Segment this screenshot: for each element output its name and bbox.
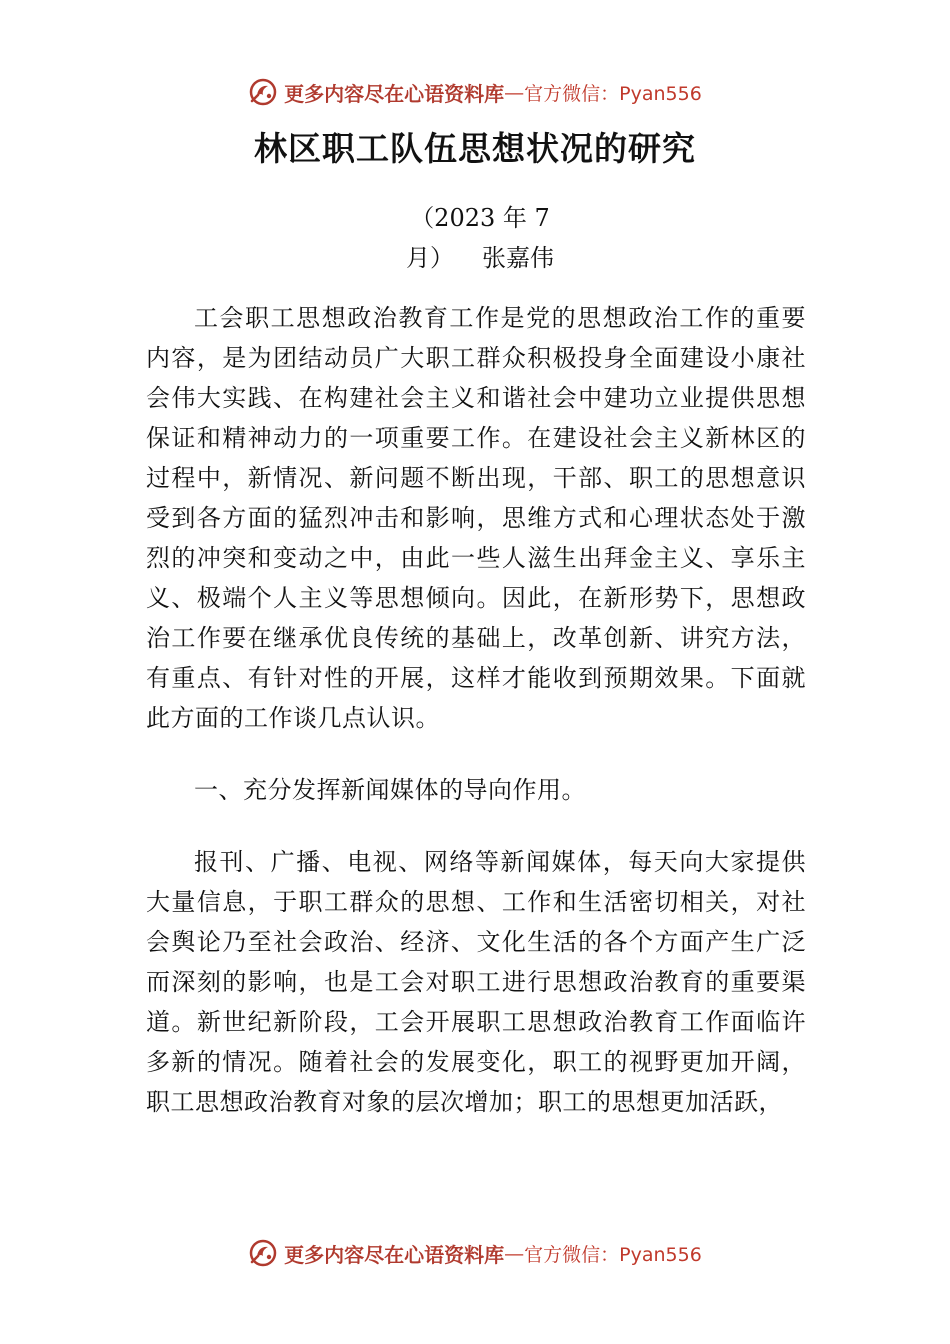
footer-watermark <box>0 1233 950 1273</box>
document-author-line <box>0 238 950 273</box>
watermark-logo-icon <box>248 1238 278 1268</box>
section-heading: 一、充分发挥新闻媒体的导向作用。 <box>194 776 586 804</box>
document-body <box>146 298 806 1122</box>
paragraph-intro: 工会职工思想政治教育工作是党的思想政治工作的重要内容，是为团结动员广大职工群众积极投身全面建设小康社会伟大实践、在构建社会主义和谐社会中建功立业提供思想保证和精神动力的一项重要工作。在建设社会主义新林区的过程中，新情况、新问题不断出现，干部、职工的思想意识受到各方面的猛烈冲击和影响，思维方式和心理状态处于激烈的冲突和变动之中，由此一些人滋生出拜金主义、享乐主义、极端个人主义等思想倾向。因此，在新形势下，思想政治工作要在继承优良传统的基础上，改革创新、讲究方法，有重点、有针对性的开展，这样才能收到预期效果。下面就此方面的工作谈几点认识。 <box>146 304 806 732</box>
watermark-wechat: 官方微信：Pyan556 <box>524 82 702 105</box>
paragraph-media: 报刊、广播、电视、网络等新闻媒体，每天向大家提供大量信息，于职工群众的思想、工作和生活密切相关，对社会舆论乃至社会政治、经济、文化生活的各个方面产生广泛而深刻的影响，也是工会对职工进行思想政治教育的重要渠道。新世纪新阶段，工会开展职工思想政治教育工作面临许多新的情况。随着社会的发展变化，职工的视野更加开阔，职工思想政治教育对象的层次增加；职工的思想更加活跃， <box>146 848 806 1116</box>
document-date: （2023 年 7 <box>410 204 550 232</box>
watermark-separator: — <box>504 80 525 104</box>
watermark-text: 更多内容尽在心语资料库 <box>284 1242 505 1267</box>
header-watermark <box>0 72 950 112</box>
watermark-text: 更多内容尽在心语资料库 <box>284 81 505 106</box>
document-month: 月） <box>406 244 454 272</box>
document-author: 张嘉伟 <box>482 244 554 272</box>
watermark-wechat: 官方微信：Pyan556 <box>524 1243 702 1266</box>
watermark-separator: — <box>504 1241 525 1265</box>
document-title: 林区职工队伍思想状况的研究 <box>254 129 696 168</box>
watermark-logo-icon <box>248 77 278 107</box>
